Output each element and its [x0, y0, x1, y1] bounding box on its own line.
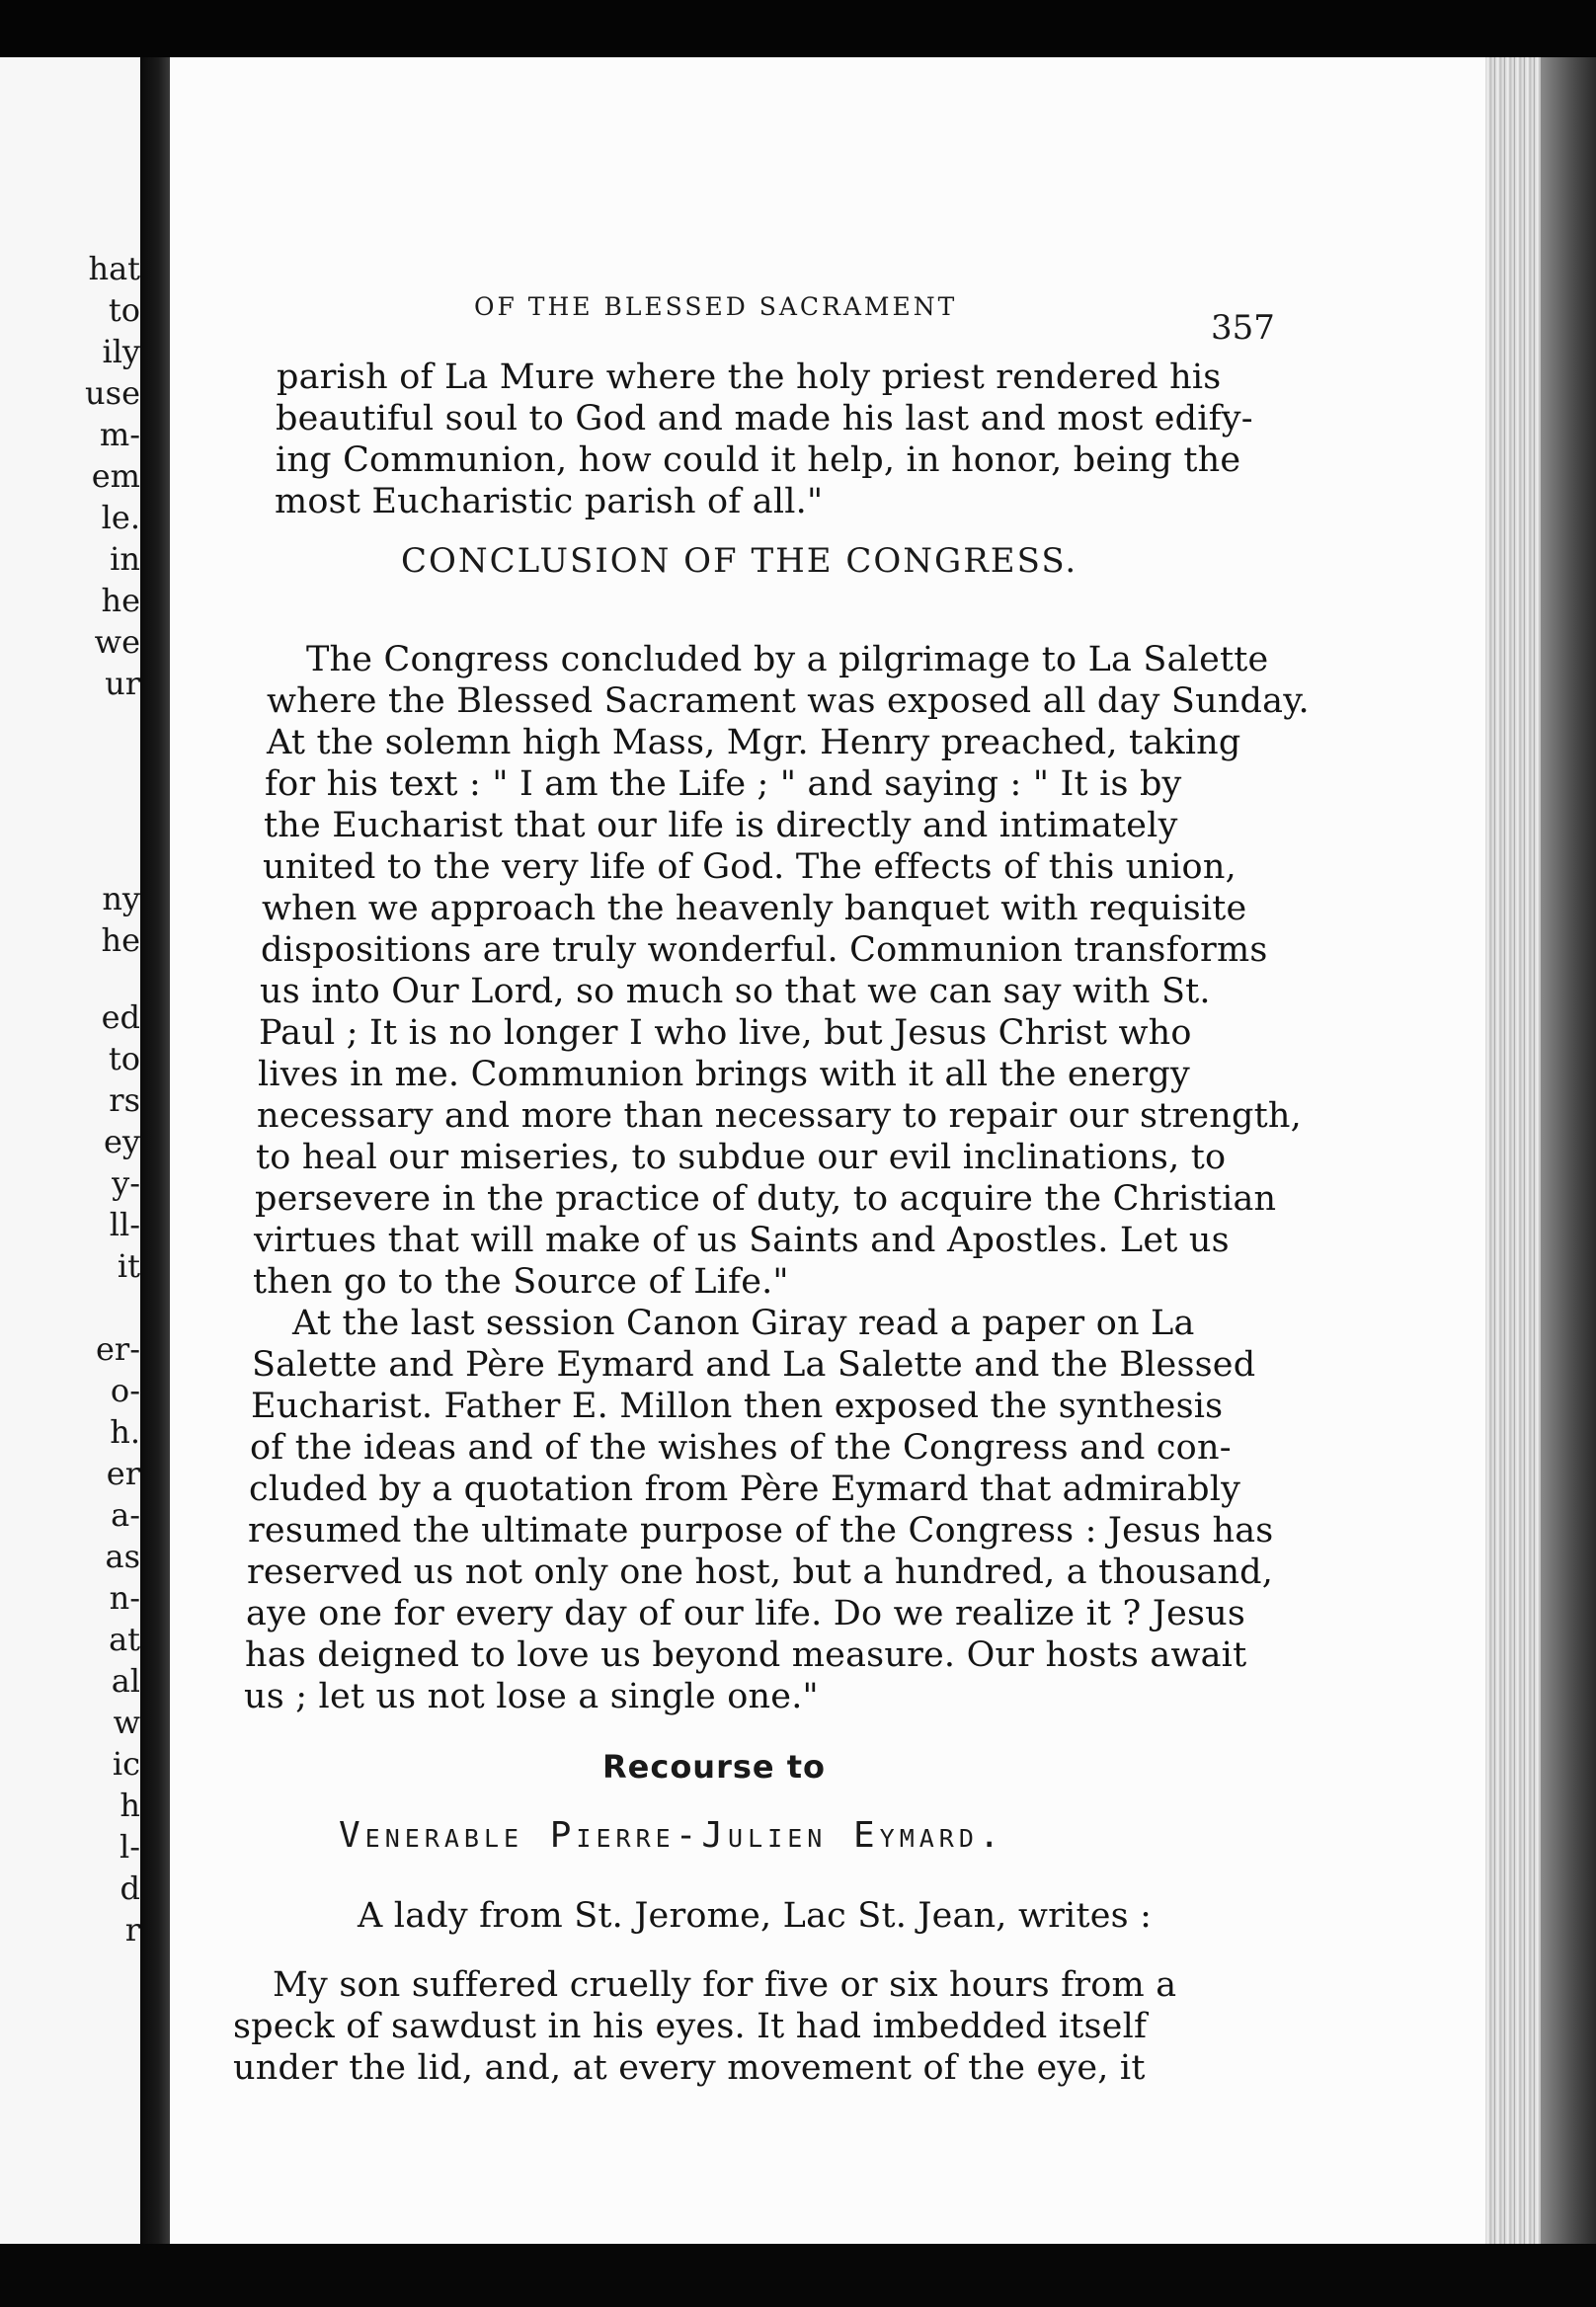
recourse-heading: Recourse to	[602, 1748, 827, 1786]
left-page-fragment: to	[108, 291, 140, 329]
text-line: A lady from St. Jerome, Lac St. Jean, writes :	[358, 1896, 1153, 1936]
text-line: parish of La Mure where the holy priest rendered his	[277, 358, 1222, 397]
left-page-fragment: al	[111, 1662, 140, 1700]
section-heading: CONCLUSION OF THE CONGRESS.	[401, 541, 1078, 581]
left-page-fragment: h	[120, 1787, 140, 1824]
left-page-fragment: d	[120, 1869, 140, 1907]
text-line: cluded by a quotation from Père Eymard that admirably	[249, 1470, 1241, 1509]
text-line: of the ideas and of the wishes of the Congress and con-	[250, 1428, 1232, 1468]
left-page-fragment: ur	[105, 665, 140, 702]
text-line: At the last session Canon Giray read a paper on La	[292, 1304, 1195, 1343]
recourse-name: Venerable Pierre-Julien Eymard.	[339, 1815, 1005, 1856]
left-page-fragment: ic	[112, 1745, 140, 1783]
left-page-fragment: h.	[110, 1413, 140, 1451]
text-line: reserved us not only one host, but a hundred, a thousand,	[247, 1552, 1274, 1592]
scanner-bottom-border	[0, 2244, 1596, 2307]
text-line: The Congress concluded by a pilgrimage to La Salette	[306, 640, 1269, 679]
text-line: to heal our miseries, to subdue our evil inclinations, to	[256, 1138, 1227, 1177]
left-page-fragment: l-	[119, 1828, 140, 1866]
text-line: united to the very life of God. The effects of this union,	[263, 847, 1237, 887]
text-line: when we approach the heavenly banquet with requisite	[262, 889, 1247, 928]
left-page-fragment: ll-	[109, 1206, 140, 1243]
left-page-fragment: o-	[110, 1372, 140, 1409]
text-line: dispositions are truly wonderful. Communion transforms	[261, 930, 1268, 970]
text-line: lives in me. Communion brings with it all the energy	[258, 1055, 1190, 1094]
left-page-fragment: er-	[95, 1330, 140, 1368]
left-page-fragment: rs	[109, 1081, 140, 1119]
left-page-fragment: a-	[111, 1496, 140, 1534]
text-line: Salette and Père Eymard and La Salette and the Blessed	[252, 1345, 1256, 1385]
text-line: Paul ; It is no longer I who live, but Jesus Christ who	[259, 1013, 1192, 1053]
left-page-fragment: r	[124, 1911, 140, 1949]
text-line: resumed the ultimate purpose of the Congress : Jesus has	[248, 1511, 1274, 1551]
left-page-fragment: ed	[101, 998, 140, 1036]
left-page-fragment: ny	[102, 880, 140, 917]
left-page-fragment: ey	[103, 1123, 140, 1160]
left-page-fragment: hat	[88, 250, 140, 287]
text-line: persevere in the practice of duty, to acquire the Christian	[255, 1179, 1277, 1219]
scanner-top-border	[0, 0, 1596, 57]
text-line: under the lid, and, at every movement of the eye, it	[233, 2048, 1146, 2088]
left-page-fragment: as	[105, 1538, 140, 1575]
text-line: us into Our Lord, so much so that we can say with St.	[260, 972, 1211, 1011]
text-line: Eucharist. Father E. Millon then exposed the synthesis	[251, 1387, 1224, 1426]
text-line: At the solemn high Mass, Mgr. Henry preached, taking	[267, 723, 1241, 762]
left-page-fragment: le.	[101, 499, 140, 536]
text-line: My son suffered cruelly for five or six hours from a	[273, 1965, 1177, 2005]
left-page-fragment: n-	[109, 1579, 140, 1617]
page-edge-shadow	[1541, 57, 1596, 2244]
left-page-fragment: y-	[112, 1164, 140, 1202]
text-line: the Eucharist that our life is directly and intimately	[264, 806, 1178, 845]
left-page-fragment: we	[94, 623, 140, 661]
left-page-fragment: m-	[99, 416, 140, 453]
text-line: where the Blessed Sacrament was exposed all day Sunday.	[267, 681, 1310, 721]
text-line: then go to the Source of Life."	[253, 1262, 789, 1302]
running-head: OF THE BLESSED SACRAMENT	[474, 292, 958, 321]
left-page-fragment: he	[101, 582, 140, 619]
text-line: most Eucharistic parish of all."	[275, 482, 824, 521]
text-line: virtues that will make of us Saints and Apostles. Let us	[254, 1221, 1230, 1260]
book-gutter	[140, 57, 170, 2244]
text-line: necessary and more than necessary to repair our strength,	[257, 1096, 1302, 1136]
left-page-fragment: em	[91, 457, 140, 495]
left-page-fragment: w	[113, 1704, 140, 1741]
page-number: 357	[1211, 308, 1275, 348]
left-page-fragment: er	[106, 1455, 140, 1492]
text-line: us ; let us not lose a single one."	[244, 1677, 819, 1716]
text-line: aye one for every day of our life. Do we realize it ? Jesus	[246, 1594, 1246, 1633]
left-page-fragment: to	[108, 1040, 140, 1077]
text-line: ing Communion, how could it help, in honor, being the	[276, 440, 1241, 480]
text-line: speck of sawdust in his eyes. It had imbedded itself	[233, 2007, 1148, 2046]
text-line: for his text : " I am the Life ; " and saying : " It is by	[265, 764, 1182, 804]
left-page-fragment: in	[110, 540, 140, 578]
left-page-fragment: use	[85, 374, 140, 412]
text-line: has deigned to love us beyond measure. Our hosts await	[245, 1635, 1247, 1675]
left-page-fragment: ily	[102, 333, 140, 370]
left-page-fragment: it	[117, 1247, 140, 1285]
left-page-fragment: at	[109, 1621, 140, 1658]
facing-left-page	[0, 57, 140, 2244]
text-line: beautiful soul to God and made his last and most edify-	[276, 399, 1253, 438]
left-page-fragment: he	[101, 921, 140, 959]
